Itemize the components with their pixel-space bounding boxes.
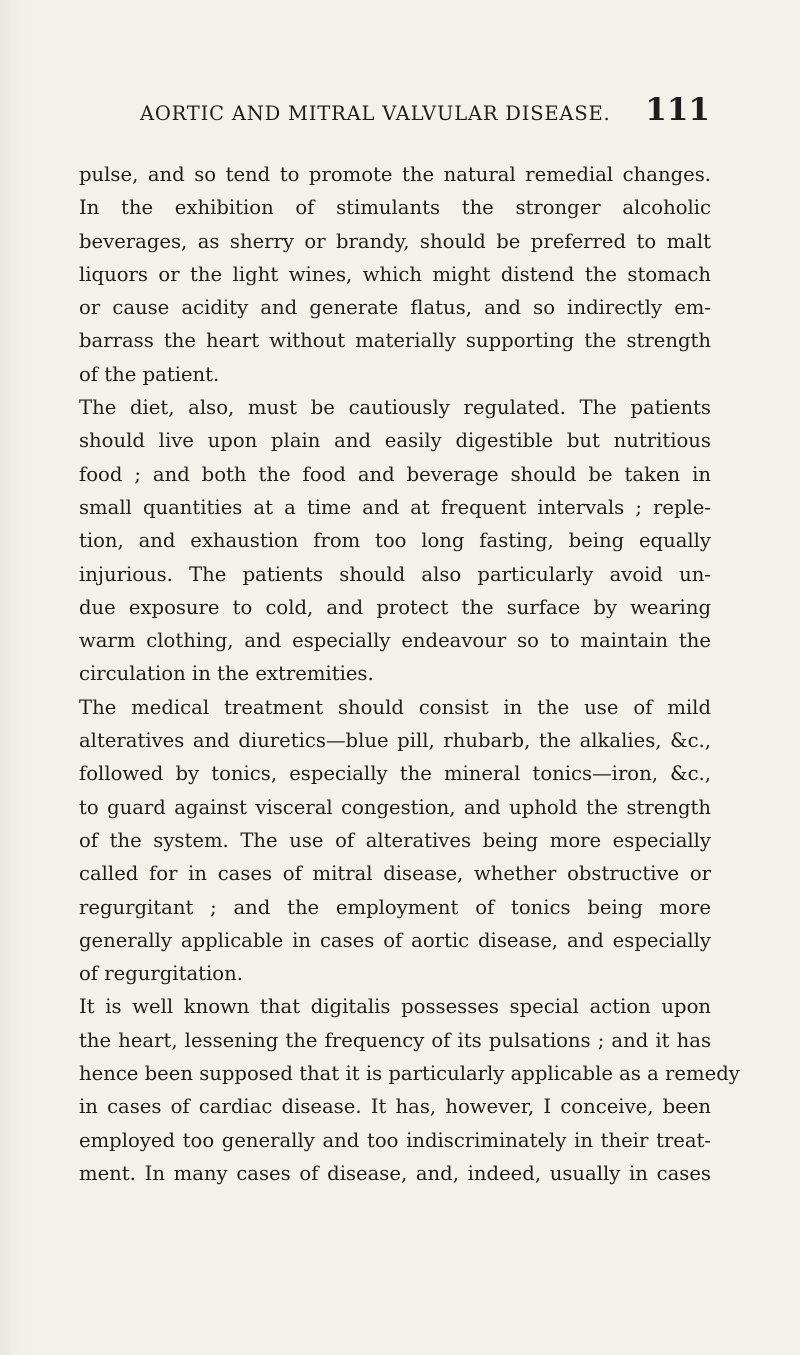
text-line: barrass the heart without materially supporting the strength [79,329,711,353]
page-header [140,92,710,132]
text-line: generally applicable in cases of aortic disease, and especially [79,928,711,952]
text-line: The diet, also, must be cautiously regulated. The patients [79,396,711,420]
text-line: alteratives and diuretics—blue pill, rhubarb, the alkalies, &c., [79,729,711,753]
running-head: AORTIC AND MITRAL VALVULAR DISEASE. [140,102,611,125]
text-line: In the exhibition of stimulants the stronger alcoholic [79,196,711,220]
text-line: liquors or the light wines, which might distend the stomach [79,262,711,286]
text-line: employed too generally and too indiscriminately in their treat- [79,1128,711,1152]
text-line: called for in cases of mitral disease, whether obstructive or [79,862,711,886]
text-line: due exposure to cold, and protect the surface by wearing [79,595,711,619]
page-number: 111 [645,92,710,128]
text-line: to guard against visceral congestion, and uphold the strength [79,795,711,819]
text-line: ment. In many cases of disease, and, indeed, usually in cases [79,1161,711,1185]
text-line: The medical treatment should consist in the use of mild [79,695,711,719]
text-line: warm clothing, and especially endeavour so to maintain the [79,629,711,653]
text-line: should live upon plain and easily digestible but nutritious [79,429,711,453]
text-line: injurious. The patients should also particularly avoid un- [79,562,711,586]
body-text [79,158,740,1190]
text-line: followed by tonics, especially the mineral tonics—iron, &c., [79,762,711,786]
text-line: of regurgitation. [79,962,243,986]
text-line: beverages, as sherry or brandy, should be preferred to malt [79,229,711,253]
text-line: circulation in the extremities. [79,662,374,686]
text-line: the heart, lessening the frequency of its pulsations ; and it has [79,1028,711,1052]
text-line: tion, and exhaustion from too long fasting, being equally [79,529,711,553]
text-line: of the system. The use of alteratives being more especially [79,828,711,852]
text-line: food ; and both the food and beverage should be taken in [79,462,711,486]
text-line: of the patient. [79,362,220,386]
text-line: small quantities at a time and at frequent intervals ; reple- [79,495,711,519]
text-line: in cases of cardiac disease. It has, however, I conceive, been [79,1095,711,1119]
text-line: or cause acidity and generate flatus, and so indirectly em- [79,296,711,320]
text-line: pulse, and so tend to promote the natural remedial changes. [79,163,711,186]
text-line: regurgitant ; and the employment of tonics being more [79,895,711,919]
text-line: It is well known that digitalis possesses special action upon [79,995,711,1019]
text-line: hence been supposed that it is particularly applicable as a remedy [79,1062,740,1086]
